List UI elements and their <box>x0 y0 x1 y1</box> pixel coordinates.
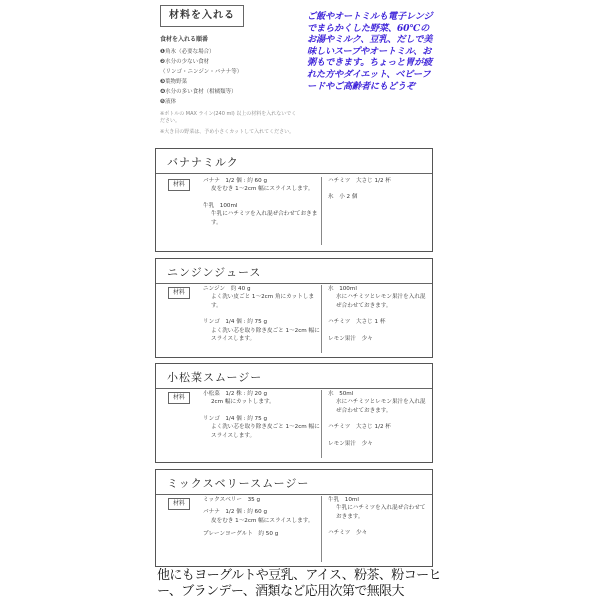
ingredient-item: バナナ 1/2 個 : 約 60 g 皮をむき 1～2cm 幅にスライスします。 <box>203 178 314 193</box>
ingredient-item: 水 50ml 水にハチミツとレモン果汁を入れ混ぜ合わせておきます。 <box>328 391 426 414</box>
ingredient-item: ミックスベリー 35 g <box>203 497 261 503</box>
ingredients-left <box>203 496 323 547</box>
recipe-title: ニンジンジュース <box>167 266 262 279</box>
order-note: ※大き目の野菜は、予め小さくカットして入れてください。 <box>160 129 295 135</box>
ingredient-item: レモン果汁 少々 <box>328 440 373 447</box>
order-guide-title: 食材を入れる順番 <box>160 36 209 43</box>
ingredient-item: ハチミツ 大さじ 1 杯 <box>328 319 386 326</box>
ingredient-item: 小松菜 1/2 株 : 約 20 g 2cm 幅にカットします。 <box>203 391 275 406</box>
order-note: ※ボトルの MAX ライン(240 ml) 以上の材料を入れないでください。 <box>160 111 297 124</box>
ingredient-item: レモン果汁 少々 <box>328 335 373 342</box>
divider <box>156 494 432 495</box>
ingredients-badge: 材料 <box>168 392 190 404</box>
ingredient-item: リンゴ 1/4 個 : 約 75 g よく洗い芯を取り除き皮ごと 1～2cm 幅にスライスします。 <box>203 319 320 343</box>
divider <box>156 173 432 174</box>
ingredient-item: プレーンヨーグルト 約 50 g <box>203 531 279 538</box>
ingredient-item: ハチミツ 大さじ 1/2 杯 <box>328 424 391 431</box>
recipe-card-carrot-juice <box>155 258 433 358</box>
recipe-title: バナナミルク <box>167 156 239 169</box>
ingredients-left <box>203 390 323 448</box>
ingredient-item: ハチミツ 大さじ 1/2 杯 <box>328 178 391 184</box>
ingredient-item: ニンジン 約 40 g よく洗い皮ごと 1～2cm 角にカットします。 <box>203 286 315 309</box>
ingredient-item: 水 100ml 水にハチミツとレモン果汁を入れ混ぜ合わせておきます。 <box>328 286 426 309</box>
promo-text: ご飯やオートミルも電子レンジでまらかくした野菜、60℃のお湯やミルク、豆乳、だしで美味しいスープやオートミル、お粥もできます。ちょっと胃が疲れた方やダイエット、ベビーフードやご高齢者にもどうぞ <box>307 11 433 92</box>
ingredient-item: リンゴ 1/4 個 : 約 75 g よく洗い芯を取り除き皮ごと 1～2cm 幅にスライスします。 <box>203 415 320 439</box>
ingredient-item: 牛乳 10ml 牛乳にハチミツを入れ混ぜ合わせておきます。 <box>328 497 426 520</box>
ingredient-item: バナナ 1/2 個 : 約 60 g 皮をむき 1～2cm 幅にスライスします。 <box>203 509 314 524</box>
divider <box>156 388 432 389</box>
order-step: （リンゴ・ニンジン・バナナ等） <box>160 69 243 75</box>
recipe-card-mixed-berry-smoothie <box>155 469 433 567</box>
recipe-title: ミックスベリースムージー <box>167 477 310 490</box>
recipe-title: 小松菜スムージー <box>167 371 263 384</box>
order-step: ❸葉物野菜 <box>160 78 188 85</box>
recipe-card-banana-milk <box>155 148 433 252</box>
order-step: ❹水分の多い食材（柑橘類等） <box>160 88 237 95</box>
ingredient-item: 氷 小 2 個 <box>328 194 358 201</box>
order-guide <box>160 35 300 136</box>
ingredients-right <box>321 496 429 562</box>
ingredients-right <box>321 390 429 458</box>
order-step: ❶角氷（必要な場合） <box>160 48 215 55</box>
order-step: ❷水分の少ない食材 <box>160 58 210 65</box>
ingredients-badge: 材料 <box>168 179 190 191</box>
ingredients-left <box>203 285 323 351</box>
ingredient-item: ハチミツ 少々 <box>328 530 368 537</box>
ingredients-left <box>203 177 323 235</box>
ingredients-badge: 材料 <box>168 498 190 510</box>
ingredient-item: 牛乳 100ml 牛乳にハチミツを入れ混ぜ合わせておきます。 <box>203 202 318 226</box>
recipe-card-komatsuna-smoothie <box>155 363 433 463</box>
ingredients-badge: 材料 <box>168 287 190 299</box>
ingredients-right <box>321 285 429 353</box>
divider <box>156 283 432 284</box>
ingredients-right <box>321 177 429 245</box>
footer-text: 他にもヨーグルトや豆乳、アイス、粉茶、粉コーヒー、ブランデー、酒類など応用次第で無限大 <box>157 568 441 599</box>
order-step: ❺液体 <box>160 98 177 105</box>
section-label: 材料を入れる <box>160 5 244 27</box>
